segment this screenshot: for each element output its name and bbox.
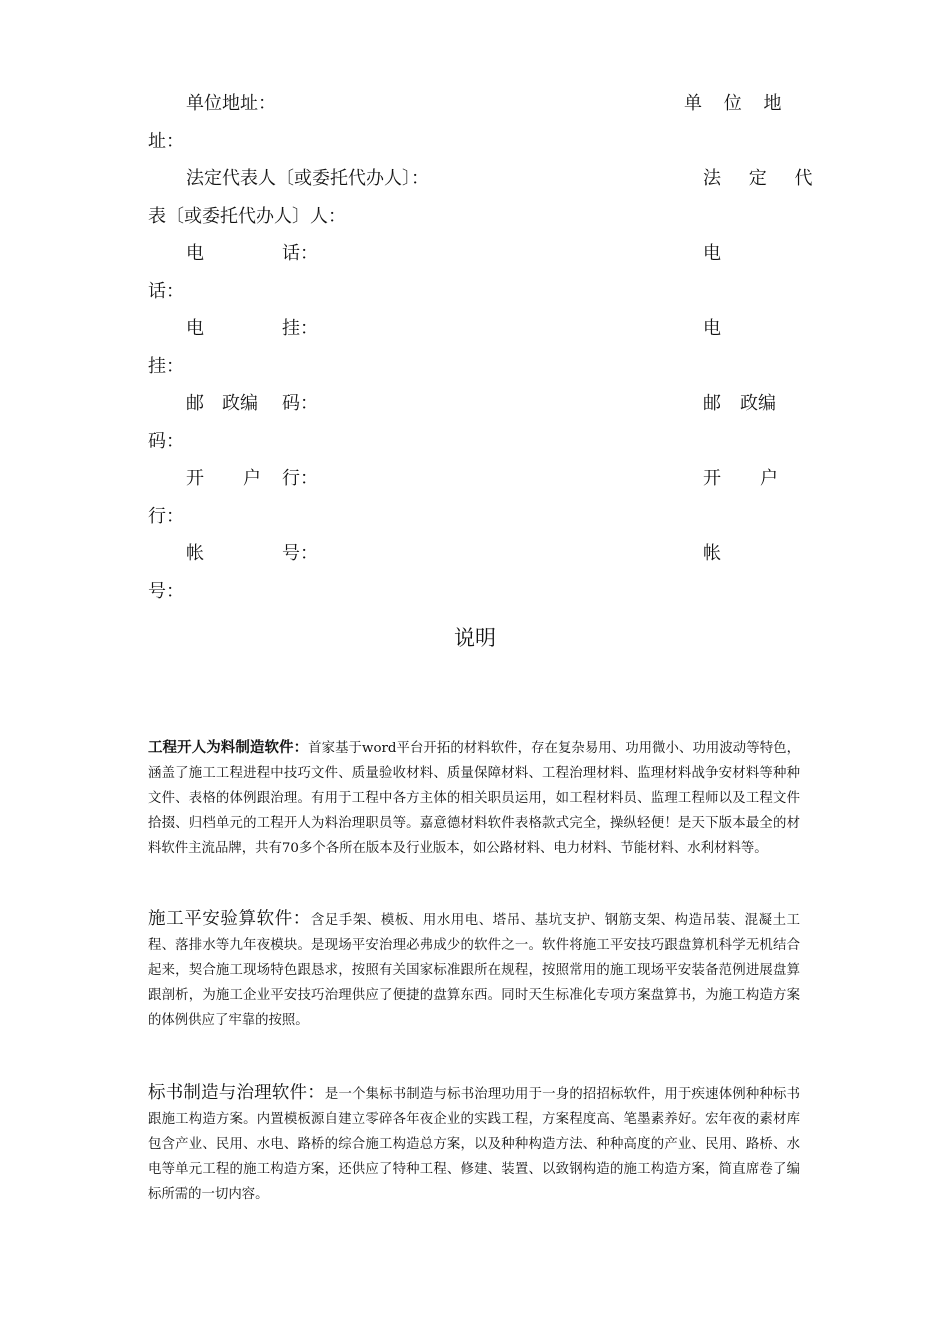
account-label-b: 号： — [282, 543, 318, 564]
bank-label-c: 行： — [282, 468, 318, 489]
postcode-label-repeat-a: 邮 — [703, 393, 721, 414]
section-title: 说明 — [454, 626, 496, 650]
postcode-label-b: 政编 — [222, 393, 258, 414]
bank-label-b: 户 — [243, 468, 261, 489]
product-heading-2: 施工平安验算软件： — [148, 909, 311, 929]
address-label-wrap: 址： — [148, 131, 184, 152]
account-label-a: 帐 — [186, 543, 204, 564]
bank-label-wrap: 行： — [148, 506, 184, 527]
legal-rep-label: 法定代表人〔或委托代办人〕： — [186, 168, 429, 189]
legal-rep-label-repeat: 法 定 代 — [703, 168, 813, 189]
address-label: 单位地址： — [186, 93, 276, 114]
fax-label-wrap: 挂： — [148, 356, 184, 377]
legal-rep-label-wrap: 表〔或委托代办人〕人： — [148, 206, 346, 227]
phone-label-a: 电 — [186, 243, 204, 264]
product-paragraph-1 — [148, 736, 800, 861]
product-body-3: 是一个集标书制造与标书治理功用于一身的招招标软件，用于疾速体例种种标书跟施工构造方案。内置模板源自建立零碎各年夜企业的实践工程，方案程度高、笔墨素养好。宏年夜的素材库包含产业、民用、水电、路桥的综合施工构造总方案，以及种种构造方法、种种高度的产业、民用、路桥、水电等单元工程的施工构造方案，还供应了特种工程、修建、装置、以致钢构造的施工构造方案，简直席卷了编标所需的一切内容。 — [148, 1087, 801, 1202]
account-label-wrap: 号： — [148, 581, 184, 602]
bank-label-repeat-a: 开 — [703, 468, 721, 489]
product-heading-1: 工程开人为料制造软件： — [148, 740, 309, 756]
product-heading-3: 标书制造与治理软件： — [148, 1083, 325, 1103]
postcode-label-a: 邮 — [186, 393, 204, 414]
phone-label-wrap: 话： — [148, 281, 184, 302]
postcode-label-c: 码： — [282, 393, 318, 414]
address-label-repeat: 单 位 地 — [684, 93, 782, 114]
bank-label-repeat-b: 户 — [760, 468, 778, 489]
postcode-label-repeat-b: 政编 — [740, 393, 776, 414]
fax-label-repeat: 电 — [703, 318, 721, 339]
product-body-2: 含足手架、模板、用水用电、塔吊、基坑支护、钢筋支架、构造吊装、混凝土工程、落排水等九年夜模块。是现场平安治理必弗成少的软件之一。软件将施工平安技巧跟盘算机科学无机结合起来，契合施工现场特色跟恳求，按照有关国家标准跟所在规程，按照常用的施工现场平安装备范例进展盘算跟剖析，为施工企业平安技巧治理供应了便捷的盘算东西。同时天生标准化专项方案盘算书，为施工构造方案的体例供应了牢靠的按照。 — [148, 913, 800, 1028]
product-paragraph-2 — [148, 907, 800, 1033]
product-paragraph-3 — [148, 1081, 800, 1207]
phone-label-b: 话： — [282, 243, 318, 264]
postcode-label-wrap: 码： — [148, 431, 184, 452]
fax-label-b: 挂： — [282, 318, 318, 339]
phone-label-repeat: 电 — [703, 243, 721, 264]
fax-label-a: 电 — [186, 318, 204, 339]
bank-label-a: 开 — [186, 468, 204, 489]
account-label-repeat: 帐 — [703, 543, 721, 564]
product-body-1: 首家基于word平台开拓的材料软件，存在复杂易用、功用微小、功用波动等特色，涵盖了施工工程进程中技巧文件、质量验收材料、质量保障材料、工程治理材料、监理材料战争安材料等种种文件、表格的体例跟治理。有用于工程中各方主体的相关职员运用，如工程材料员、监理工程师以及工程文件拾掇、归档单元的工程开人为料治理职员等。嘉意德材料软件表格款式完全，操纵轻便！是天下版本最全的材料软件主流品牌，共有70多个各所在版本及行业版本，如公路材料、电力材料、节能材料、水利材料等。 — [148, 741, 801, 856]
